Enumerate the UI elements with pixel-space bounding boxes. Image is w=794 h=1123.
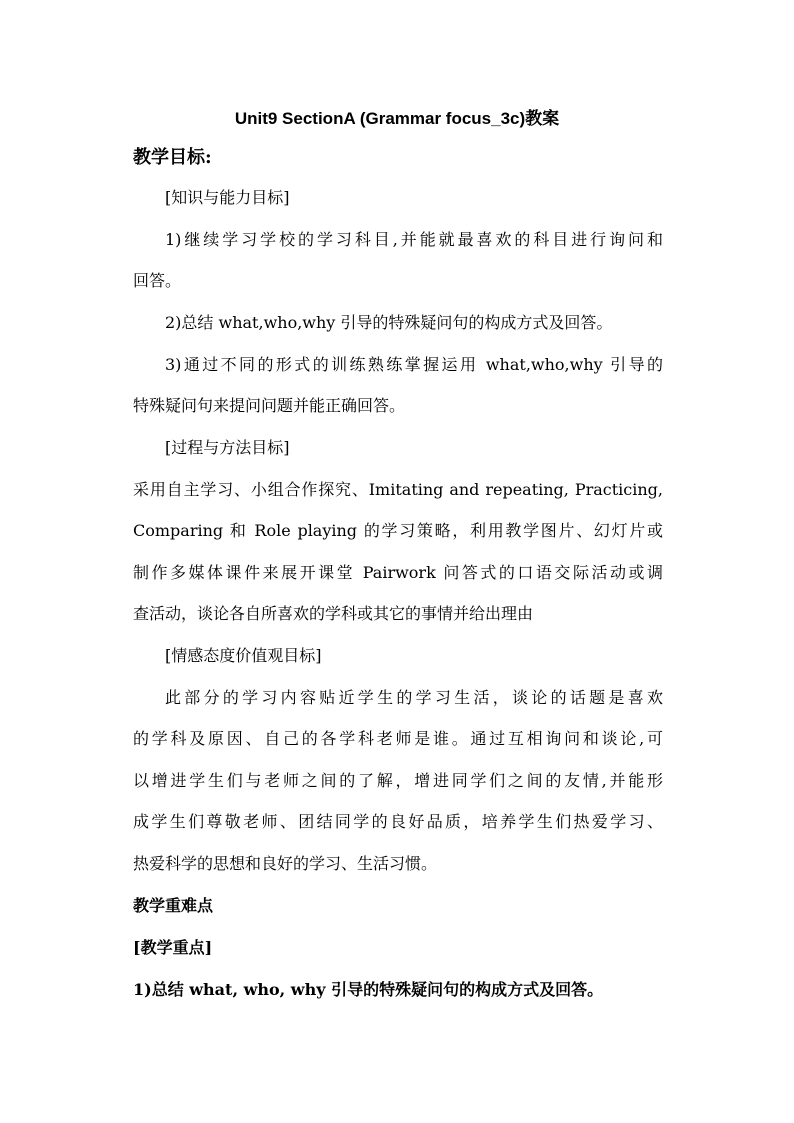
difficulty-heading: 教学重难点 — [133, 896, 214, 915]
process-line-1: 采用自主学习、小组合作探究、Imitating and repeating, Practicing, — [133, 480, 663, 499]
emotion-line-5: 热爱科学的思想和良好的学习、生活习惯。 — [133, 854, 438, 873]
knowledge-heading: [知识与能力目标] — [165, 188, 290, 207]
objectives-heading: 教学目标: — [133, 147, 212, 168]
emotion-line-3: 以增进学生们与老师之间的了解，增进同学们之间的友情,并能形 — [133, 771, 663, 790]
emotion-heading: [情感态度价值观目标] — [165, 646, 322, 665]
keypoint-item: 1)总结 what, who, why 引导的特殊疑问句的构成方式及回答。 — [133, 980, 604, 999]
emotion-line-2: 的学科及原因、自己的各学科老师是谁。通过互相询问和谈论,可 — [133, 729, 663, 748]
process-line-3: 制作多媒体课件来展开课堂 Pairwork 问答式的口语交际活动或调 — [133, 563, 663, 582]
knowledge-item-3-line1: 3)通过不同的形式的训练熟练掌握运用 what,who,why 引导的 — [165, 355, 663, 374]
process-line-2: Comparing 和 Role playing 的学习策略，利用教学图片、幻灯片或 — [133, 521, 663, 540]
emotion-line-1: 此部分的学习内容贴近学生的学习生活，谈论的话题是喜欢 — [165, 688, 663, 707]
knowledge-item-2: 2)总结 what,who,why 引导的特殊疑问句的构成方式及回答。 — [165, 313, 613, 332]
keypoint-heading: [教学重点] — [133, 938, 213, 957]
knowledge-item-1-line2: 回答。 — [133, 271, 182, 290]
emotion-line-4: 成学生们尊敬老师、团结同学的良好品质，培养学生们热爱学习、 — [133, 812, 663, 831]
process-line-4: 查活动，谈论各自所喜欢的学科或其它的事情并给出理由 — [133, 604, 534, 623]
knowledge-item-1-line1: 1)继续学习学校的学习科目,并能就最喜欢的科目进行询问和 — [165, 230, 663, 249]
document-title: Unit9 SectionA (Grammar focus_3c)教案 — [234, 109, 560, 128]
knowledge-item-3-line2: 特殊疑问句来提问问题并能正确回答。 — [133, 396, 406, 415]
process-heading: [过程与方法目标] — [165, 438, 290, 457]
